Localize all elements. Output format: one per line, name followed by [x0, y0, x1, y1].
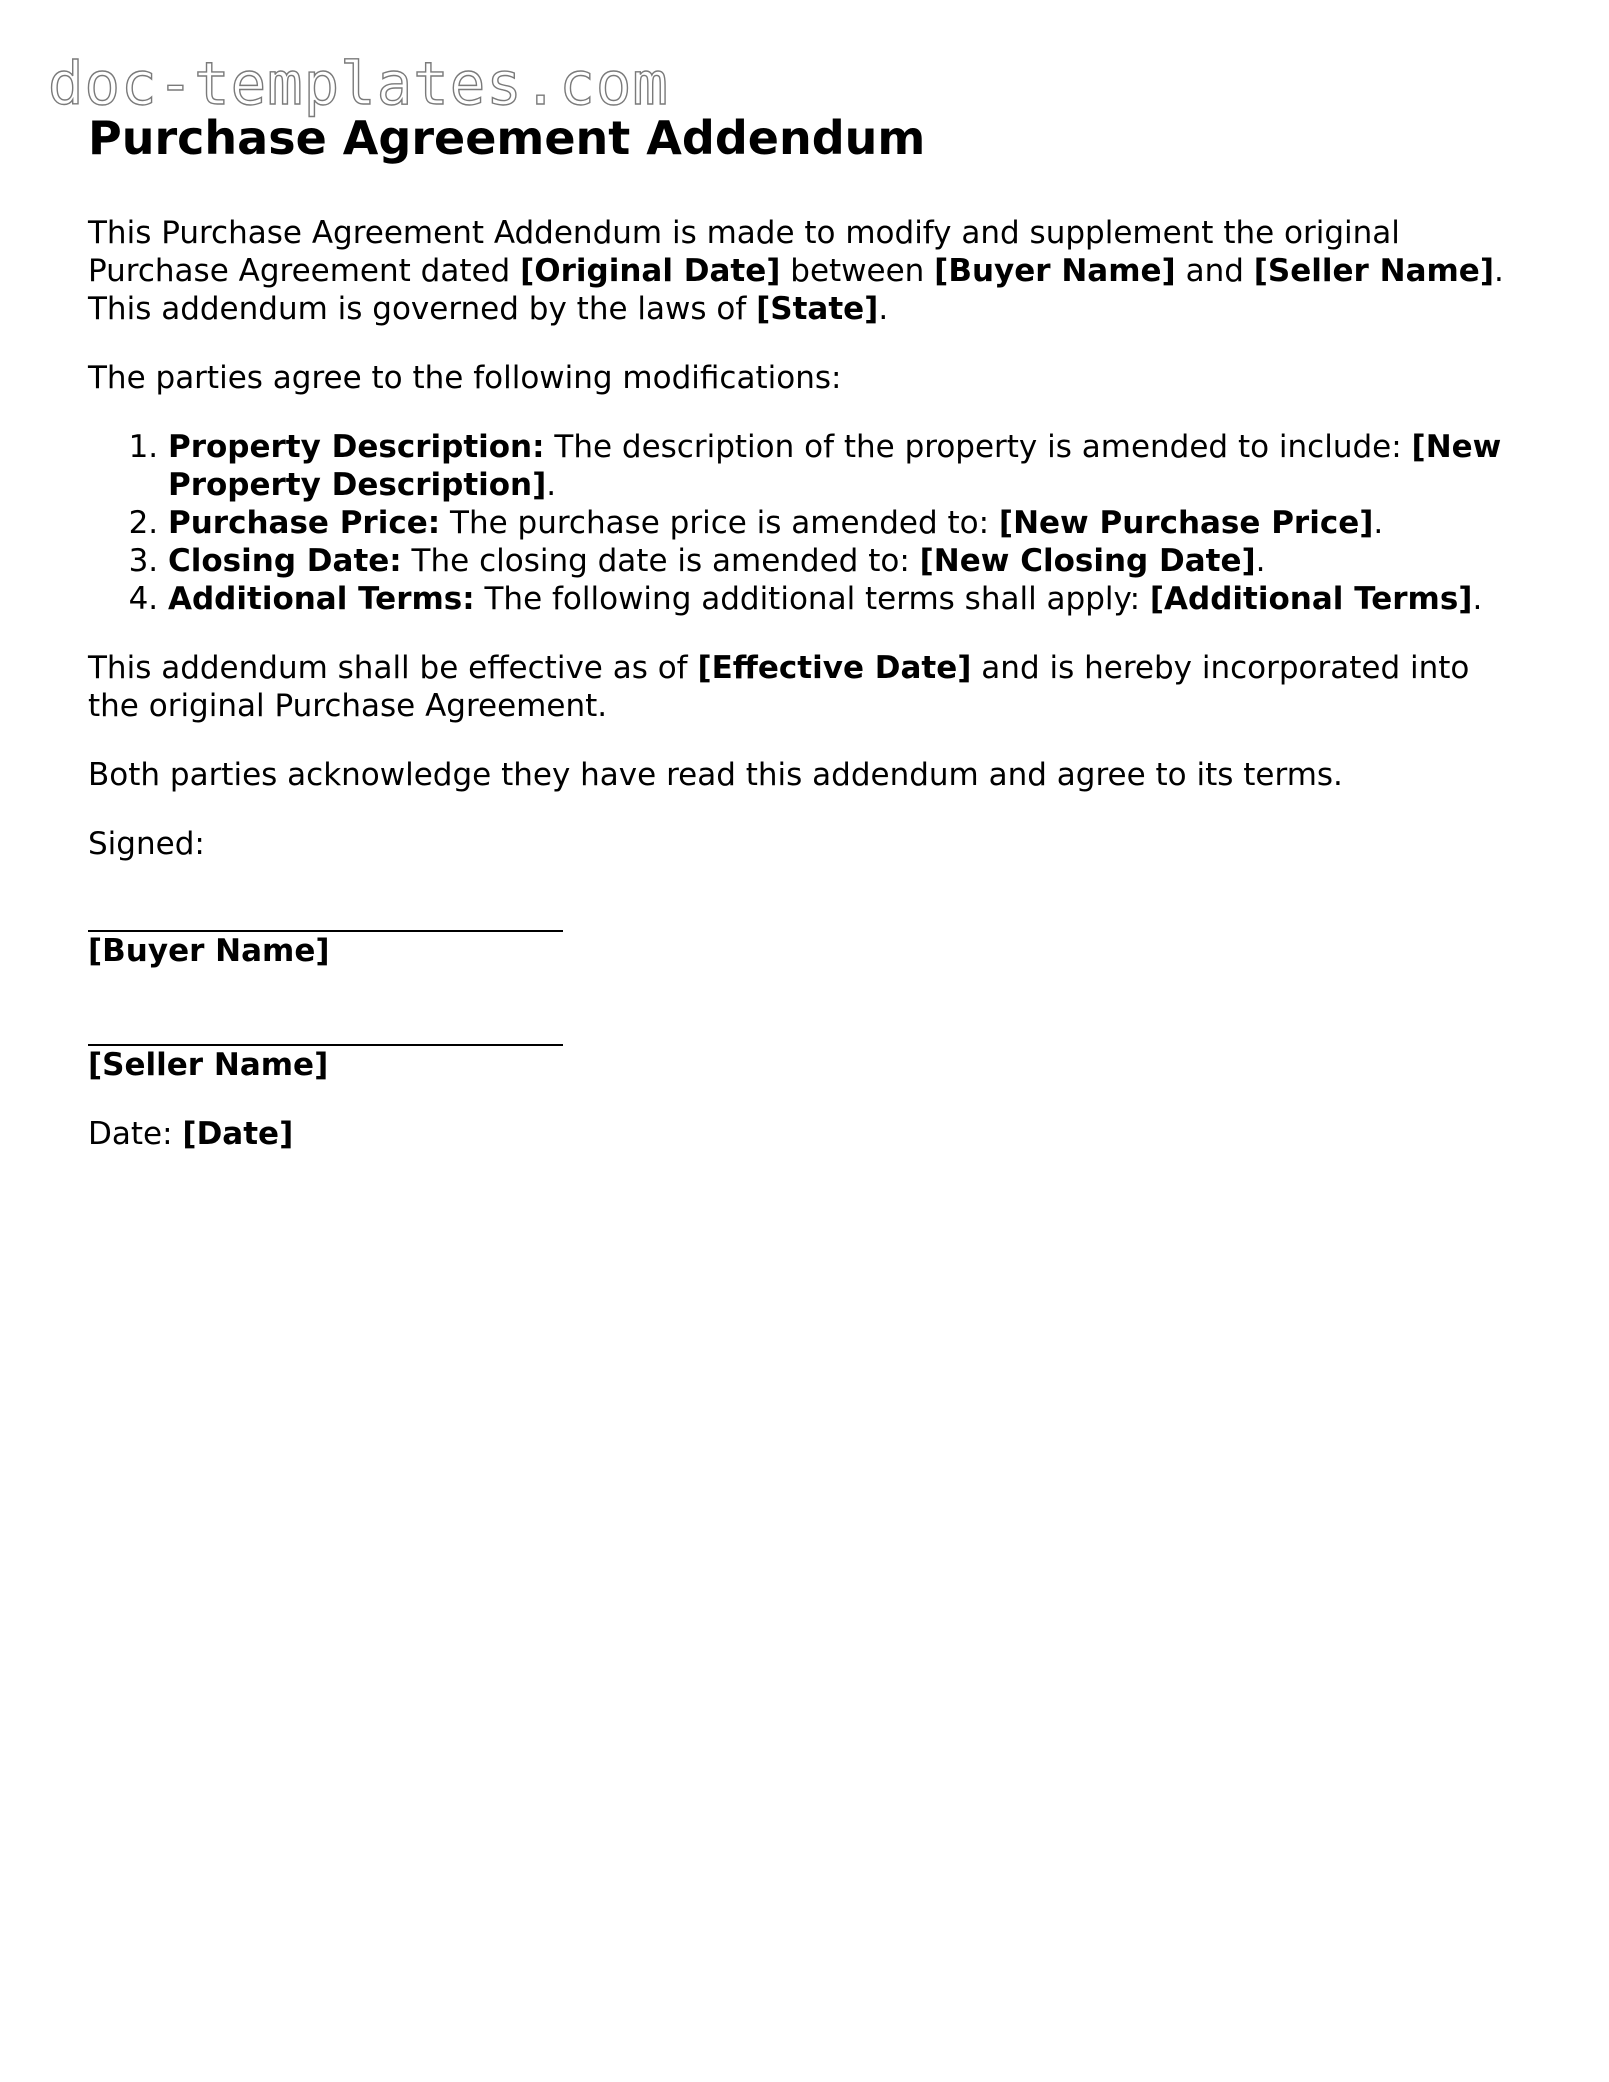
buyer-signature-name: [Buyer Name]	[88, 933, 330, 969]
effective-text-2: and is hereby incorporated into the original Purchase Agreement.	[88, 650, 1470, 724]
buyer-name-placeholder: [Buyer Name]	[934, 253, 1176, 289]
item-label: Additional Terms:	[168, 581, 475, 617]
item-placeholder: [New Purchase Price]	[998, 505, 1374, 541]
list-item	[168, 542, 1528, 580]
signed-label: Signed:	[88, 826, 205, 862]
item-placeholder: [Additional Terms]	[1149, 581, 1473, 617]
intro-text-1: This Purchase Agreement Addendum is made to modify and supplement the original Purchase Agreement dated	[88, 215, 1400, 289]
item-text: The purchase price is amended to:	[440, 505, 999, 541]
intro-text-2: between	[780, 253, 935, 289]
item-text: The following additional terms shall apply:	[474, 581, 1150, 617]
date-line	[88, 1115, 1528, 1153]
effective-paragraph	[88, 649, 1528, 725]
state-placeholder: [State]	[756, 291, 879, 327]
list-item	[168, 428, 1528, 504]
item-end: .	[1373, 505, 1384, 541]
seller-name-placeholder: [Seller Name]	[1253, 253, 1494, 289]
acknowledge-paragraph: Both parties acknowledge they have read this addendum and agree to its terms.	[88, 757, 1343, 793]
modifications-lead: The parties agree to the following modifications:	[88, 360, 842, 396]
item-label: Property Description:	[168, 429, 545, 465]
item-label: Closing Date:	[168, 543, 402, 579]
intro-text-4: . This addendum is governed by the laws of	[88, 253, 1504, 327]
item-text: The description of the property is amended to include:	[544, 429, 1412, 465]
seller-signature-line	[88, 1008, 563, 1046]
item-end: .	[1255, 543, 1266, 579]
effective-date-placeholder: [Effective Date]	[697, 650, 972, 686]
item-placeholder: [New Property Description]	[168, 429, 1502, 503]
signature-block	[88, 894, 1528, 1084]
intro-text-5: .	[878, 291, 889, 327]
item-text: The closing date is amended to:	[401, 543, 920, 579]
list-item	[168, 504, 1528, 542]
item-end: .	[1472, 581, 1483, 617]
item-end: .	[546, 467, 557, 503]
list-item	[168, 580, 1528, 618]
item-placeholder: [New Closing Date]	[919, 543, 1256, 579]
modifications-list	[88, 428, 1528, 618]
seller-signature-name: [Seller Name]	[88, 1047, 329, 1083]
original-date-placeholder: [Original Date]	[520, 253, 781, 289]
intro-paragraph	[88, 214, 1528, 328]
watermark-logo: doc-templates.com	[48, 49, 669, 118]
page-title: Purchase Agreement Addendum	[88, 111, 926, 165]
intro-text-3: and	[1175, 253, 1254, 289]
buyer-signature-line	[88, 894, 563, 932]
document-body	[88, 106, 1528, 1153]
date-placeholder: [Date]	[182, 1116, 294, 1152]
effective-text-1: This addendum shall be effective as of	[88, 650, 698, 686]
date-label: Date:	[88, 1116, 183, 1152]
item-label: Purchase Price:	[168, 505, 441, 541]
